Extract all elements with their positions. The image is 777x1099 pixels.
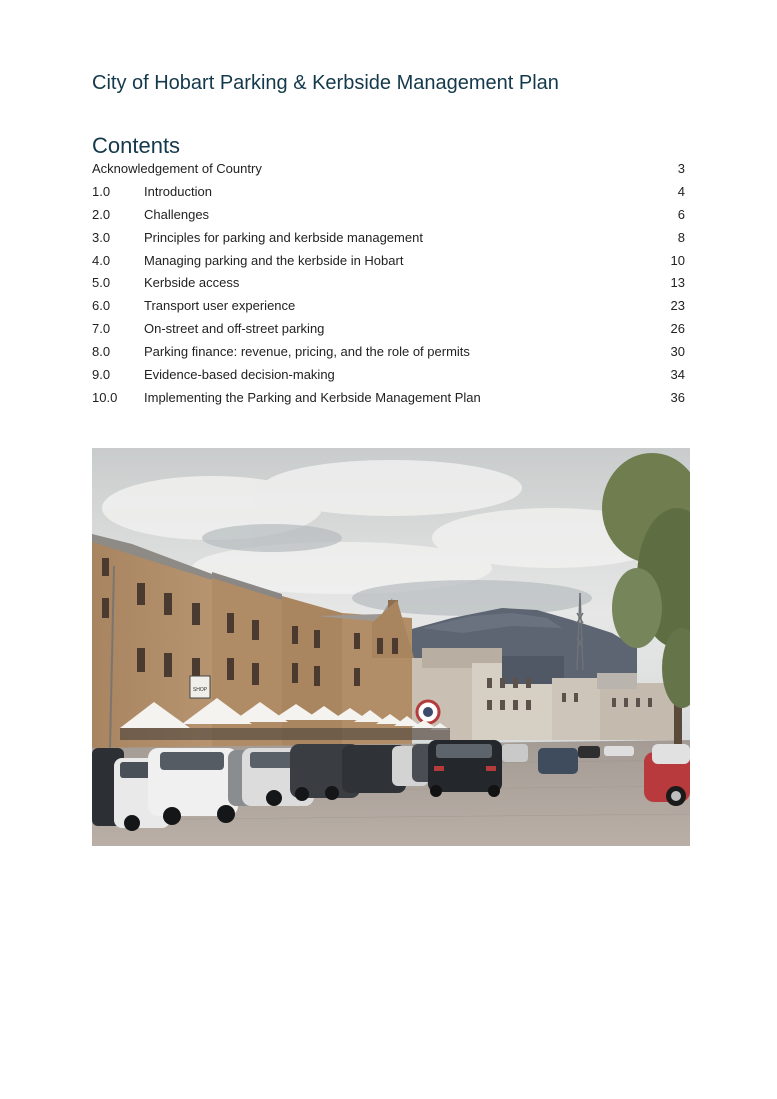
toc-entry-title: Parking finance: revenue, pricing, and the role of permits <box>144 344 470 360</box>
toc-entry-implementing-plan[interactable] <box>92 387 685 410</box>
toc-entry-page: 6 <box>677 206 685 222</box>
toc-entry-parking-finance[interactable] <box>92 341 685 364</box>
toc-entry-title: Challenges <box>144 206 210 222</box>
toc-entry-number: 1.0 <box>92 183 111 199</box>
toc-entry-number: 7.0 <box>92 321 111 337</box>
toc-entry-number: 10.0 <box>92 389 118 405</box>
toc-entry-number: 3.0 <box>92 229 111 245</box>
toc-entry-title: Transport user experience <box>144 298 296 314</box>
toc-entry-page: 30 <box>670 344 685 360</box>
toc-entry-title: Implementing the Parking and Kerbside Management Plan <box>144 389 481 405</box>
toc-entry-principles[interactable] <box>92 227 685 250</box>
document-title: City of Hobart Parking & Kerbside Management Plan <box>92 72 559 94</box>
toc-entry-page: 3 <box>677 161 685 176</box>
toc-entry-transport-user-experience[interactable] <box>92 295 685 318</box>
toc-entry-number: 8.0 <box>92 344 111 360</box>
toc-entry-page: 36 <box>670 389 685 405</box>
toc-entry-acknowledgement[interactable] <box>92 158 685 181</box>
toc-entry-title: Kerbside access <box>144 275 240 291</box>
hanging-sign-text: SHOP <box>192 687 208 693</box>
toc-entry-title: Principles for parking and kerbside management <box>144 229 423 245</box>
toc-entry-number: 9.0 <box>92 367 111 383</box>
toc-entry-title: Evidence-based decision-making <box>144 367 335 383</box>
toc-entry-on-off-street-parking[interactable] <box>92 318 685 341</box>
red-car <box>644 744 690 806</box>
table-of-contents <box>92 158 685 410</box>
toc-entry-number: 5.0 <box>92 275 111 291</box>
toc-entry-page: 26 <box>670 321 685 337</box>
toc-entry-title: Introduction <box>144 183 212 199</box>
toc-entry-page: 34 <box>670 367 685 383</box>
toc-entry-managing-parking[interactable] <box>92 250 685 273</box>
toc-entry-number: 6.0 <box>92 298 111 314</box>
toc-entry-number: 2.0 <box>92 206 111 222</box>
toc-entry-title: Acknowledgement of Country <box>92 161 262 176</box>
toc-entry-page: 8 <box>677 229 685 245</box>
moving-car <box>428 740 502 797</box>
hanging-sign <box>190 676 210 698</box>
toc-entry-page: 13 <box>670 275 685 291</box>
toc-entry-title: On-street and off-street parking <box>144 321 325 337</box>
toc-entry-challenges[interactable] <box>92 204 685 227</box>
toc-entry-title: Managing parking and the kerbside in Hobart <box>144 252 404 268</box>
toc-entry-page: 23 <box>670 298 685 314</box>
toc-entry-number: 4.0 <box>92 252 111 268</box>
toc-entry-page: 10 <box>670 252 685 268</box>
toc-entry-page: 4 <box>677 183 685 199</box>
toc-entry-evidence-based[interactable] <box>92 364 685 387</box>
street-parking-photo <box>92 448 690 846</box>
toc-entry-introduction[interactable] <box>92 181 685 204</box>
contents-heading: Contents <box>92 133 181 158</box>
toc-entry-kerbside-access[interactable] <box>92 272 685 295</box>
